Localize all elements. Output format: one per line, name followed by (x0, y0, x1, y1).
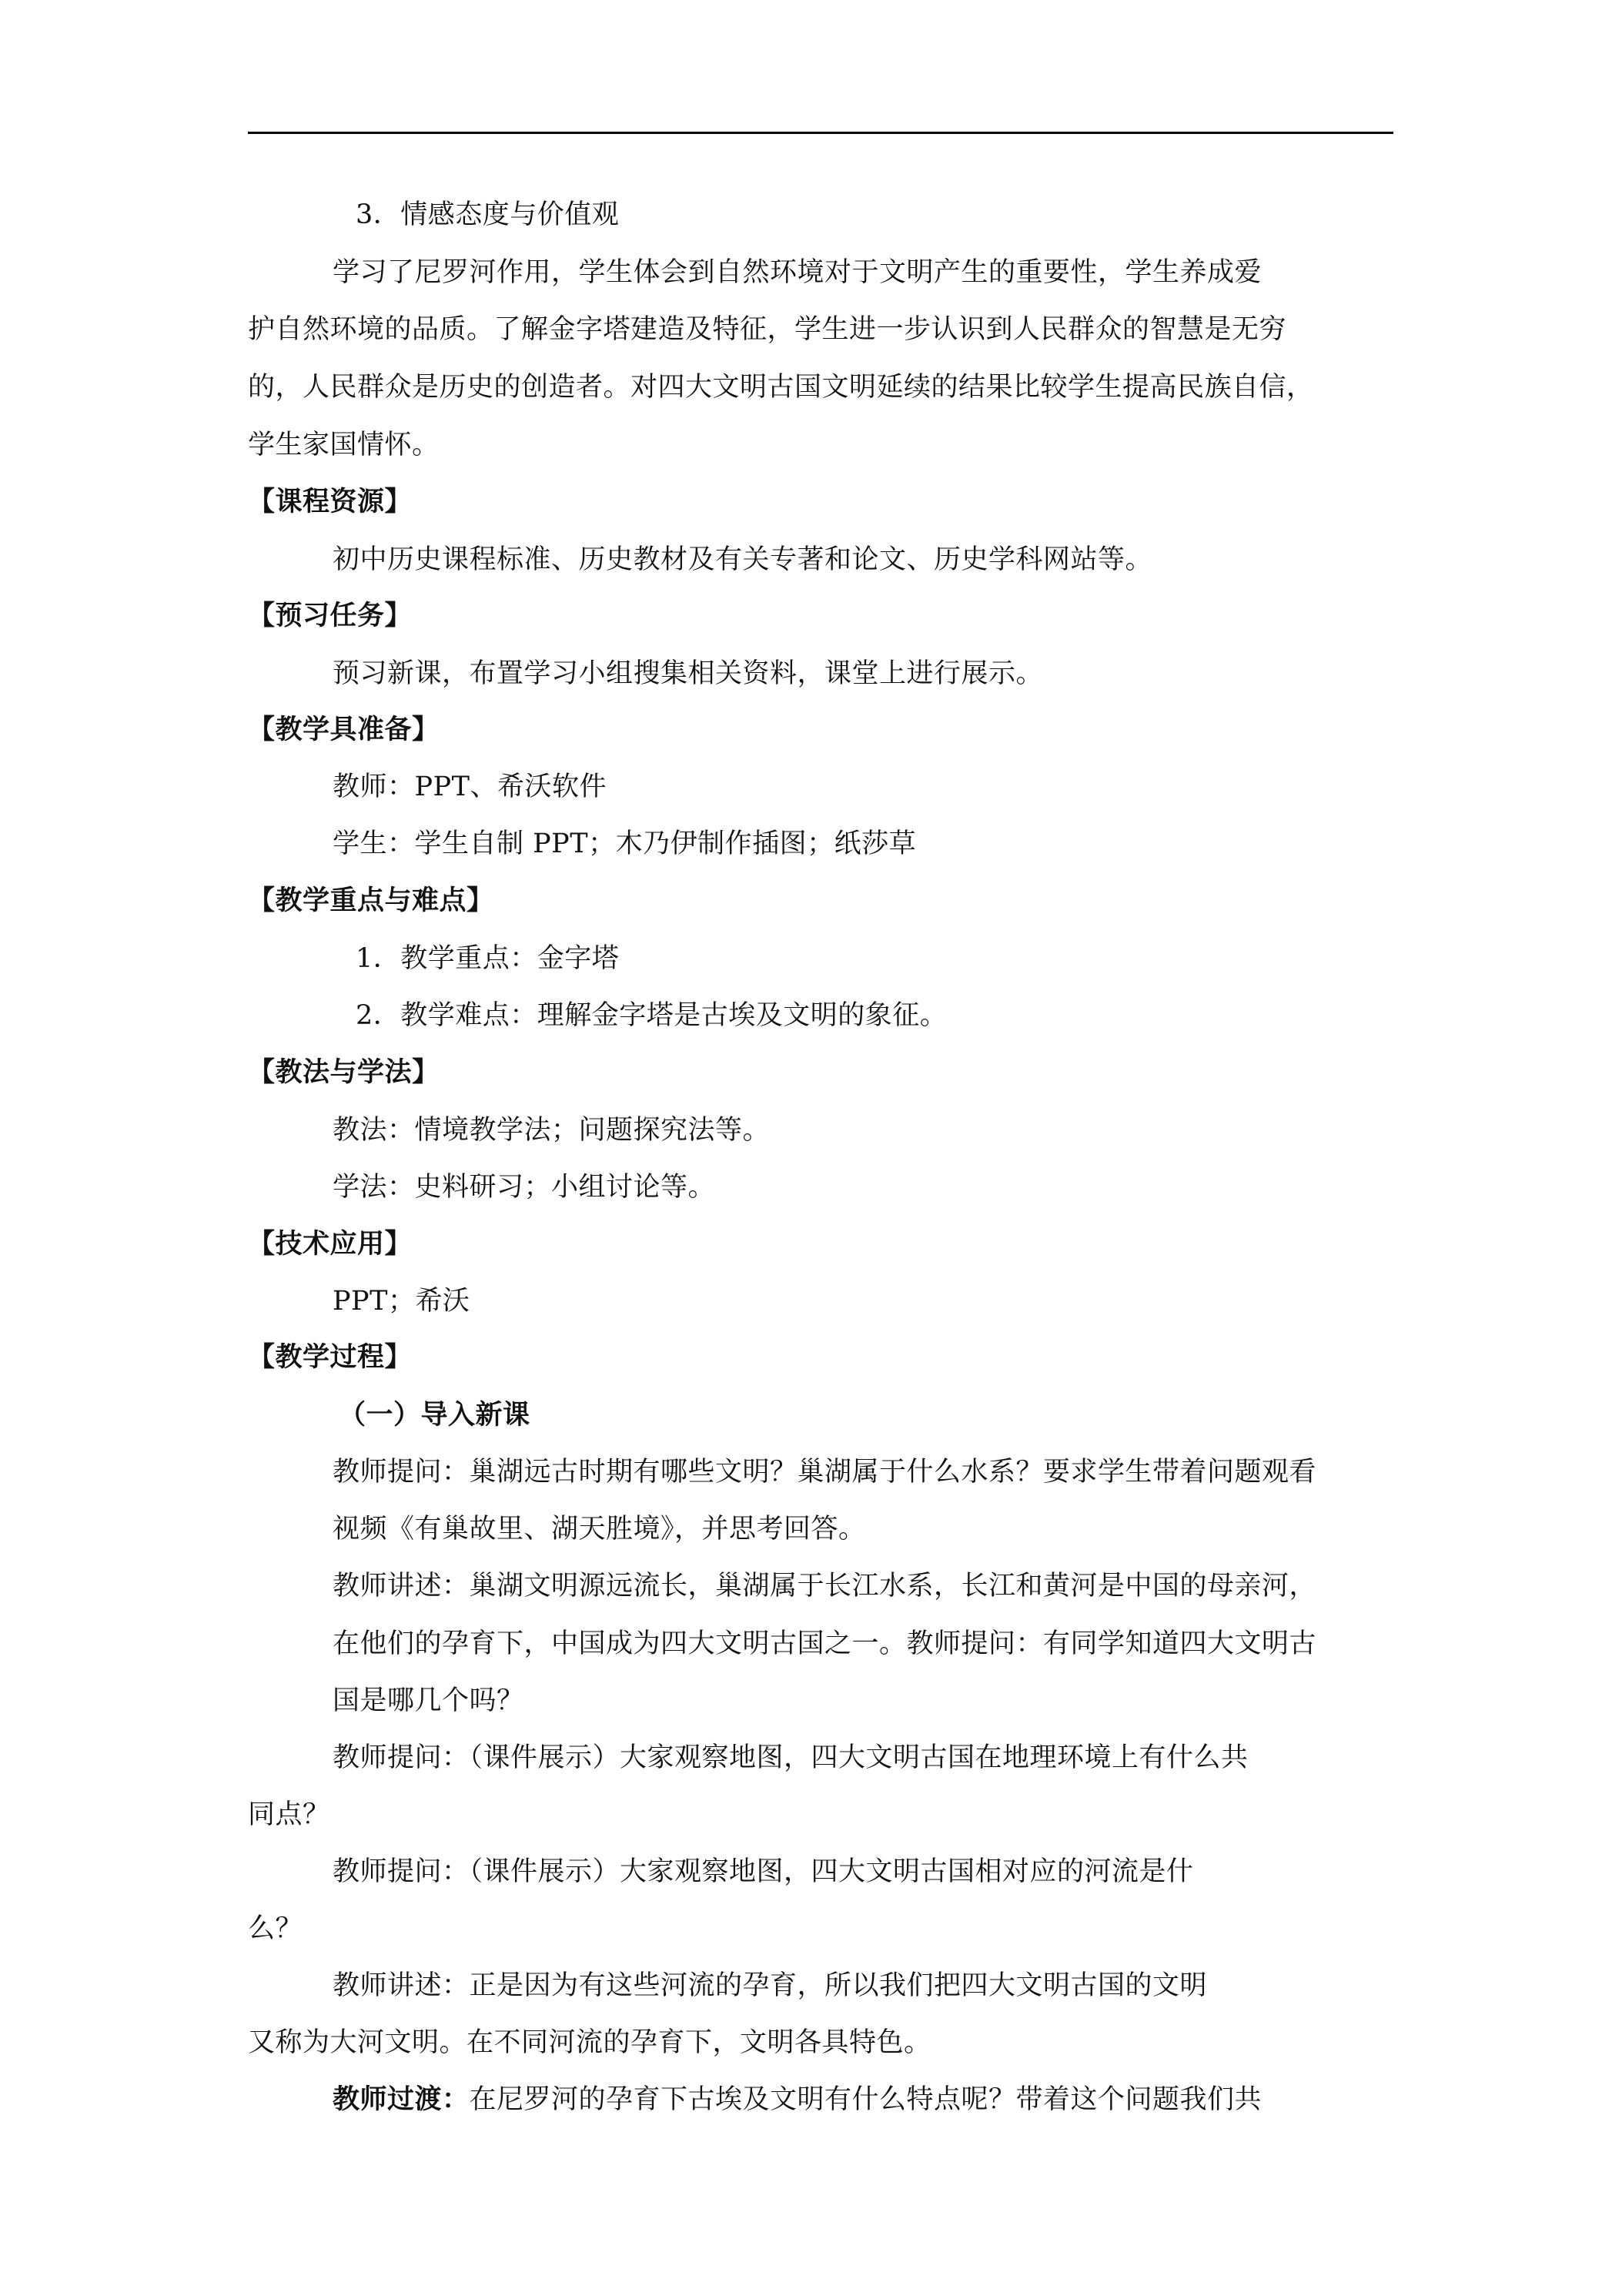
paragraph-line: 视频《有巢故里、湖天胜境》，并思考回答。 (333, 1514, 866, 1545)
heading-key-points: 【教学重点与难点】 (248, 885, 494, 916)
paragraph-line: 教法：情境教学法；问题探究法等。 (333, 1115, 771, 1146)
paragraph-line: 学法：史料研习；小组讨论等。 (333, 1172, 716, 1203)
paragraph-line: 教师提问：（课件展示）大家观察地图，四大文明古国在地理环境上有什么共 (333, 1742, 1249, 1773)
paragraph-line: 教师讲述：正是因为有这些河流的孕育，所以我们把四大文明古国的文明 (333, 1970, 1208, 2001)
paragraph-line: 预习新课，布置学习小组搜集相关资料，课堂上进行展示。 (333, 658, 1044, 689)
paragraph-line: 在他们的孕育下，中国成为四大文明古国之一。教师提问：有同学知道四大文明古 (333, 1628, 1317, 1659)
list-item: 1．教学重点：金字塔 (356, 943, 620, 974)
heading-preview-task: 【预习任务】 (248, 600, 413, 631)
paragraph-line: 教师：PPT、希沃软件 (333, 771, 607, 802)
paragraph-line: 教师讲述：巢湖文明源远流长，巢湖属于长江水系，长江和黄河是中国的母亲河， (333, 1571, 1317, 1602)
paragraph-line: 学生：学生自制 PPT；木乃伊制作插图；纸莎草 (333, 828, 917, 859)
paragraph-line: 教师提问：（课件展示）大家观察地图，四大文明古国相对应的河流是什 (333, 1856, 1194, 1887)
paragraph-line: 教师提问：巢湖远古时期有哪些文明？巢湖属于什么水系？要求学生带着问题观看 (333, 1457, 1317, 1488)
heading-teaching-aids: 【教学具准备】 (248, 714, 440, 745)
transition-text: 在尼罗河的孕育下古埃及文明有什么特点呢？带着这个问题我们共 (469, 2084, 1262, 2115)
paragraph-line: 同点？ (248, 1799, 330, 1830)
subheading-intro: （一）导入新课 (339, 1399, 530, 1431)
paragraph-line: PPT；希沃 (333, 1286, 470, 1317)
section-title-emotion: 3．情感态度与价值观 (356, 199, 620, 230)
paragraph-line: 护自然环境的品质。了解金字塔建造及特征，学生进一步认识到人民群众的智慧是无穷 (248, 314, 1287, 345)
heading-course-resources: 【课程资源】 (248, 486, 413, 517)
paragraph-line: 么？ (248, 1913, 303, 1944)
header-rule (248, 132, 1393, 134)
list-item: 2．教学难点：理解金字塔是古埃及文明的象征。 (356, 1000, 948, 1031)
paragraph-line: 学习了尼罗河作用，学生体会到自然环境对于文明产生的重要性，学生养成爱 (333, 257, 1262, 288)
paragraph-line: 初中历史课程标准、历史教材及有关专著和论文、历史学科网站等。 (333, 544, 1153, 575)
heading-teaching-process: 【教学过程】 (248, 1341, 413, 1373)
paragraph-line: 国是哪几个吗？ (333, 1685, 524, 1716)
paragraph-line: 学生家国情怀。 (248, 430, 440, 460)
paragraph-line: 又称为大河文明。在不同河流的孕育下，文明各具特色。 (248, 2027, 931, 2058)
transition-label: 教师过渡： (333, 2083, 470, 2115)
heading-technology: 【技术应用】 (248, 1228, 413, 1260)
heading-methods: 【教法与学法】 (248, 1056, 440, 1088)
paragraph-line-transition (333, 2083, 1262, 2117)
paragraph-line: 的，人民群众是历史的创造者。对四大文明古国文明延续的结果比较学生提高民族自信， (248, 372, 1314, 403)
